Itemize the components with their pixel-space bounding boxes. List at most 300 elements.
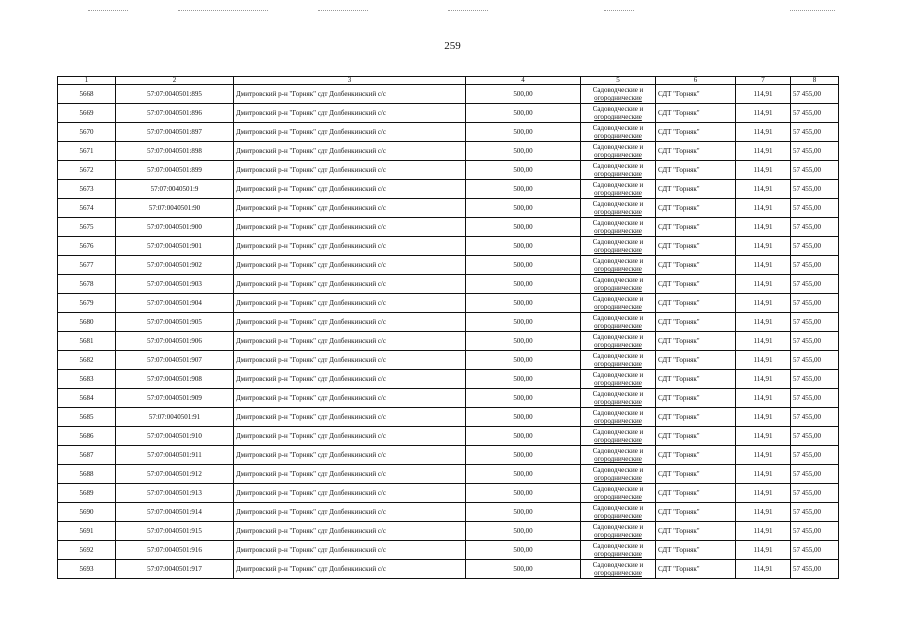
column-header-4: 4 [466, 77, 581, 85]
table-row [58, 199, 839, 218]
table-row [58, 351, 839, 370]
cadastral-value-cell: 57 455,00 [791, 332, 839, 351]
land-use-line-1: Садоводческие и [592, 200, 644, 208]
row-number-cell: 5693 [58, 560, 116, 579]
land-use-line-2: огороднические [594, 151, 642, 159]
land-use-line-2: огороднические [594, 227, 642, 235]
cadastral-value-cell: 57 455,00 [791, 180, 839, 199]
row-number-cell: 5691 [58, 522, 116, 541]
table-row [58, 85, 839, 104]
rate-cell: 114,91 [736, 351, 791, 370]
rate-cell: 114,91 [736, 256, 791, 275]
row-number-cell: 5676 [58, 237, 116, 256]
organization-cell: СДТ "Горняк" [656, 484, 736, 503]
cadastral-number-cell: 57:07:0040501:906 [116, 332, 234, 351]
organization-cell: СДТ "Горняк" [656, 161, 736, 180]
row-number-cell: 5671 [58, 142, 116, 161]
cadastral-value-cell: 57 455,00 [791, 142, 839, 161]
land-use-line-1: Садоводческие и [592, 295, 644, 303]
land-use-cell [581, 541, 656, 560]
organization-cell: СДТ "Горняк" [656, 351, 736, 370]
cadastral-value-cell: 57 455,00 [791, 123, 839, 142]
rate-cell: 114,91 [736, 85, 791, 104]
table-row [58, 218, 839, 237]
rate-cell: 114,91 [736, 161, 791, 180]
land-use-cell [581, 161, 656, 180]
cadastral-value-cell: 57 455,00 [791, 484, 839, 503]
land-use-line-1: Садоводческие и [592, 409, 644, 417]
column-header-2: 2 [116, 77, 234, 85]
land-use-line-2: огороднические [594, 208, 642, 216]
area-cell: 500,00 [466, 484, 581, 503]
cadastral-number-cell: 57:07:0040501:909 [116, 389, 234, 408]
row-number-cell: 5684 [58, 389, 116, 408]
column-header-7: 7 [736, 77, 791, 85]
land-use-line-2: огороднические [594, 189, 642, 197]
land-use-cell [581, 85, 656, 104]
organization-cell: СДТ "Горняк" [656, 180, 736, 199]
land-use-line-2: огороднические [594, 341, 642, 349]
land-use-cell [581, 294, 656, 313]
table-row [58, 503, 839, 522]
land-use-line-1: Садоводческие и [592, 162, 644, 170]
address-cell: Дмитровский р-н "Горняк" сдт Долбенкинский с/с [234, 294, 466, 313]
rate-cell: 114,91 [736, 522, 791, 541]
table-row [58, 142, 839, 161]
area-cell: 500,00 [466, 104, 581, 123]
rate-cell: 114,91 [736, 332, 791, 351]
land-use-line-1: Садоводческие и [592, 219, 644, 227]
cadastral-value-cell: 57 455,00 [791, 541, 839, 560]
cadastral-value-cell: 57 455,00 [791, 465, 839, 484]
land-use-line-2: огороднические [594, 132, 642, 140]
land-use-line-1: Садоводческие и [592, 371, 644, 379]
cadastral-value-cell: 57 455,00 [791, 85, 839, 104]
area-cell: 500,00 [466, 313, 581, 332]
cadastral-value-cell: 57 455,00 [791, 161, 839, 180]
land-use-line-1: Садоводческие и [592, 181, 644, 189]
land-use-line-1: Садоводческие и [592, 333, 644, 341]
land-plot-table [57, 76, 839, 579]
organization-cell: СДТ "Горняк" [656, 142, 736, 161]
land-use-line-1: Садоводческие и [592, 447, 644, 455]
land-use-line-2: огороднические [594, 455, 642, 463]
land-use-cell [581, 560, 656, 579]
area-cell: 500,00 [466, 541, 581, 560]
cadastral-value-cell: 57 455,00 [791, 389, 839, 408]
land-use-cell [581, 408, 656, 427]
table-body [58, 85, 839, 579]
cadastral-number-cell: 57:07:0040501:896 [116, 104, 234, 123]
cadastral-value-cell: 57 455,00 [791, 237, 839, 256]
row-number-cell: 5673 [58, 180, 116, 199]
address-cell: Дмитровский р-н "Горняк" сдт Долбенкинский с/с [234, 313, 466, 332]
land-use-line-2: огороднические [594, 436, 642, 444]
cadastral-number-cell: 57:07:0040501:908 [116, 370, 234, 389]
area-cell: 500,00 [466, 218, 581, 237]
area-cell: 500,00 [466, 85, 581, 104]
table-row [58, 275, 839, 294]
rate-cell: 114,91 [736, 446, 791, 465]
land-use-line-1: Садоводческие и [592, 504, 644, 512]
cadastral-number-cell: 57:07:0040501:913 [116, 484, 234, 503]
land-use-cell [581, 237, 656, 256]
land-use-line-2: огороднические [594, 170, 642, 178]
row-number-cell: 5687 [58, 446, 116, 465]
row-number-cell: 5690 [58, 503, 116, 522]
land-use-line-1: Садоводческие и [592, 485, 644, 493]
address-cell: Дмитровский р-н "Горняк" сдт Долбенкинский с/с [234, 351, 466, 370]
rate-cell: 114,91 [736, 237, 791, 256]
cadastral-value-cell: 57 455,00 [791, 446, 839, 465]
area-cell: 500,00 [466, 275, 581, 294]
land-use-line-2: огороднические [594, 265, 642, 273]
land-use-line-2: огороднические [594, 94, 642, 102]
cadastral-value-cell: 57 455,00 [791, 351, 839, 370]
land-use-line-2: огороднические [594, 113, 642, 121]
rate-cell: 114,91 [736, 275, 791, 294]
land-use-line-2: огороднические [594, 512, 642, 520]
area-cell: 500,00 [466, 332, 581, 351]
column-header-8: 8 [791, 77, 839, 85]
land-use-cell [581, 370, 656, 389]
address-cell: Дмитровский р-н "Горняк" сдт Долбенкинский с/с [234, 104, 466, 123]
address-cell: Дмитровский р-н "Горняк" сдт Долбенкинский с/с [234, 237, 466, 256]
address-cell: Дмитровский р-н "Горняк" сдт Долбенкинский с/с [234, 85, 466, 104]
address-cell: Дмитровский р-н "Горняк" сдт Долбенкинский с/с [234, 541, 466, 560]
organization-cell: СДТ "Горняк" [656, 123, 736, 142]
land-use-line-1: Садоводческие и [592, 238, 644, 246]
cadastral-number-cell: 57:07:0040501:916 [116, 541, 234, 560]
table-row [58, 294, 839, 313]
area-cell: 500,00 [466, 389, 581, 408]
address-cell: Дмитровский р-н "Горняк" сдт Долбенкинский с/с [234, 161, 466, 180]
land-use-cell [581, 142, 656, 161]
cadastral-value-cell: 57 455,00 [791, 522, 839, 541]
address-cell: Дмитровский р-н "Горняк" сдт Долбенкинский с/с [234, 123, 466, 142]
land-use-line-1: Садоводческие и [592, 143, 644, 151]
land-use-line-2: огороднические [594, 322, 642, 330]
address-cell: Дмитровский р-н "Горняк" сдт Долбенкинский с/с [234, 427, 466, 446]
table-row [58, 332, 839, 351]
land-use-line-2: огороднические [594, 284, 642, 292]
land-use-cell [581, 275, 656, 294]
land-use-line-1: Садоводческие и [592, 352, 644, 360]
column-header-5: 5 [581, 77, 656, 85]
table-row [58, 408, 839, 427]
land-use-cell [581, 313, 656, 332]
address-cell: Дмитровский р-н "Горняк" сдт Долбенкинский с/с [234, 503, 466, 522]
land-use-cell [581, 256, 656, 275]
address-cell: Дмитровский р-н "Горняк" сдт Долбенкинский с/с [234, 275, 466, 294]
organization-cell: СДТ "Горняк" [656, 294, 736, 313]
row-number-cell: 5669 [58, 104, 116, 123]
land-use-cell [581, 104, 656, 123]
cadastral-value-cell: 57 455,00 [791, 427, 839, 446]
cadastral-number-cell: 57:07:0040501:898 [116, 142, 234, 161]
address-cell: Дмитровский р-н "Горняк" сдт Долбенкинский с/с [234, 256, 466, 275]
table-row [58, 560, 839, 579]
address-cell: Дмитровский р-н "Горняк" сдт Долбенкинский с/с [234, 180, 466, 199]
land-plot-table-container [57, 76, 838, 579]
rate-cell: 114,91 [736, 104, 791, 123]
land-use-line-2: огороднические [594, 531, 642, 539]
land-use-line-2: огороднические [594, 493, 642, 501]
table-row [58, 161, 839, 180]
rate-cell: 114,91 [736, 465, 791, 484]
cadastral-value-cell: 57 455,00 [791, 199, 839, 218]
rate-cell: 114,91 [736, 560, 791, 579]
land-use-line-2: огороднические [594, 417, 642, 425]
area-cell: 500,00 [466, 199, 581, 218]
rate-cell: 114,91 [736, 408, 791, 427]
land-use-cell [581, 427, 656, 446]
rate-cell: 114,91 [736, 180, 791, 199]
row-number-cell: 5692 [58, 541, 116, 560]
table-row [58, 484, 839, 503]
row-number-cell: 5677 [58, 256, 116, 275]
column-number-header-row [58, 77, 839, 85]
organization-cell: СДТ "Горняк" [656, 256, 736, 275]
row-number-cell: 5672 [58, 161, 116, 180]
row-number-cell: 5682 [58, 351, 116, 370]
cadastral-number-cell: 57:07:0040501:900 [116, 218, 234, 237]
address-cell: Дмитровский р-н "Горняк" сдт Долбенкинский с/с [234, 408, 466, 427]
cadastral-value-cell: 57 455,00 [791, 275, 839, 294]
table-row [58, 123, 839, 142]
cadastral-number-cell: 57:07:0040501:912 [116, 465, 234, 484]
row-number-cell: 5670 [58, 123, 116, 142]
organization-cell: СДТ "Горняк" [656, 389, 736, 408]
organization-cell: СДТ "Горняк" [656, 237, 736, 256]
organization-cell: СДТ "Горняк" [656, 275, 736, 294]
cadastral-value-cell: 57 455,00 [791, 218, 839, 237]
address-cell: Дмитровский р-н "Горняк" сдт Долбенкинский с/с [234, 370, 466, 389]
address-cell: Дмитровский р-н "Горняк" сдт Долбенкинский с/с [234, 332, 466, 351]
organization-cell: СДТ "Горняк" [656, 560, 736, 579]
area-cell: 500,00 [466, 256, 581, 275]
column-header-3: 3 [234, 77, 466, 85]
area-cell: 500,00 [466, 180, 581, 199]
organization-cell: СДТ "Горняк" [656, 370, 736, 389]
table-row [58, 256, 839, 275]
area-cell: 500,00 [466, 465, 581, 484]
area-cell: 500,00 [466, 237, 581, 256]
cadastral-number-cell: 57:07:0040501:9 [116, 180, 234, 199]
rate-cell: 114,91 [736, 199, 791, 218]
row-number-cell: 5675 [58, 218, 116, 237]
cadastral-number-cell: 57:07:0040501:914 [116, 503, 234, 522]
land-use-line-1: Садоводческие и [592, 561, 644, 569]
land-use-line-2: огороднические [594, 360, 642, 368]
area-cell: 500,00 [466, 446, 581, 465]
cadastral-value-cell: 57 455,00 [791, 370, 839, 389]
table-row [58, 427, 839, 446]
row-number-cell: 5683 [58, 370, 116, 389]
table-row [58, 104, 839, 123]
land-use-line-2: огороднические [594, 303, 642, 311]
table-row [58, 446, 839, 465]
cadastral-number-cell: 57:07:0040501:897 [116, 123, 234, 142]
land-use-cell [581, 218, 656, 237]
area-cell: 500,00 [466, 161, 581, 180]
cadastral-value-cell: 57 455,00 [791, 560, 839, 579]
land-use-line-2: огороднические [594, 246, 642, 254]
organization-cell: СДТ "Горняк" [656, 218, 736, 237]
organization-cell: СДТ "Горняк" [656, 408, 736, 427]
land-use-line-2: огороднические [594, 398, 642, 406]
land-use-line-2: огороднические [594, 379, 642, 387]
address-cell: Дмитровский р-н "Горняк" сдт Долбенкинский с/с [234, 142, 466, 161]
land-use-line-2: огороднические [594, 474, 642, 482]
cadastral-number-cell: 57:07:0040501:895 [116, 85, 234, 104]
organization-cell: СДТ "Горняк" [656, 332, 736, 351]
row-number-cell: 5678 [58, 275, 116, 294]
organization-cell: СДТ "Горняк" [656, 465, 736, 484]
cadastral-value-cell: 57 455,00 [791, 408, 839, 427]
cadastral-value-cell: 57 455,00 [791, 313, 839, 332]
row-number-cell: 5681 [58, 332, 116, 351]
land-use-cell [581, 123, 656, 142]
organization-cell: СДТ "Горняк" [656, 503, 736, 522]
table-row [58, 522, 839, 541]
row-number-cell: 5674 [58, 199, 116, 218]
organization-cell: СДТ "Горняк" [656, 541, 736, 560]
row-number-cell: 5679 [58, 294, 116, 313]
organization-cell: СДТ "Горняк" [656, 446, 736, 465]
rate-cell: 114,91 [736, 389, 791, 408]
address-cell: Дмитровский р-н "Горняк" сдт Долбенкинский с/с [234, 199, 466, 218]
rate-cell: 114,91 [736, 123, 791, 142]
land-use-line-1: Садоводческие и [592, 276, 644, 284]
cadastral-number-cell: 57:07:0040501:917 [116, 560, 234, 579]
organization-cell: СДТ "Горняк" [656, 85, 736, 104]
area-cell: 500,00 [466, 522, 581, 541]
column-header-6: 6 [656, 77, 736, 85]
cadastral-value-cell: 57 455,00 [791, 294, 839, 313]
land-use-line-1: Садоводческие и [592, 124, 644, 132]
table-row [58, 389, 839, 408]
land-use-cell [581, 522, 656, 541]
cadastral-number-cell: 57:07:0040501:907 [116, 351, 234, 370]
area-cell: 500,00 [466, 294, 581, 313]
table-row [58, 541, 839, 560]
rate-cell: 114,91 [736, 218, 791, 237]
cadastral-number-cell: 57:07:0040501:902 [116, 256, 234, 275]
cadastral-number-cell: 57:07:0040501:91 [116, 408, 234, 427]
land-use-line-1: Садоводческие и [592, 105, 644, 113]
cadastral-number-cell: 57:07:0040501:905 [116, 313, 234, 332]
cadastral-number-cell: 57:07:0040501:899 [116, 161, 234, 180]
land-use-cell [581, 389, 656, 408]
cadastral-number-cell: 57:07:0040501:90 [116, 199, 234, 218]
land-use-line-2: огороднические [594, 569, 642, 577]
rate-cell: 114,91 [736, 484, 791, 503]
cadastral-number-cell: 57:07:0040501:911 [116, 446, 234, 465]
cadastral-number-cell: 57:07:0040501:910 [116, 427, 234, 446]
cadastral-number-cell: 57:07:0040501:904 [116, 294, 234, 313]
table-row [58, 370, 839, 389]
area-cell: 500,00 [466, 123, 581, 142]
row-number-cell: 5689 [58, 484, 116, 503]
row-number-cell: 5680 [58, 313, 116, 332]
area-cell: 500,00 [466, 503, 581, 522]
rate-cell: 114,91 [736, 294, 791, 313]
address-cell: Дмитровский р-н "Горняк" сдт Долбенкинский с/с [234, 560, 466, 579]
cadastral-number-cell: 57:07:0040501:915 [116, 522, 234, 541]
table-row [58, 465, 839, 484]
rate-cell: 114,91 [736, 142, 791, 161]
row-number-cell: 5686 [58, 427, 116, 446]
land-use-cell [581, 503, 656, 522]
area-cell: 500,00 [466, 142, 581, 161]
organization-cell: СДТ "Горняк" [656, 522, 736, 541]
rate-cell: 114,91 [736, 541, 791, 560]
row-number-cell: 5688 [58, 465, 116, 484]
land-use-cell [581, 332, 656, 351]
rate-cell: 114,91 [736, 503, 791, 522]
row-number-cell: 5685 [58, 408, 116, 427]
table-row [58, 313, 839, 332]
land-use-cell [581, 351, 656, 370]
address-cell: Дмитровский р-н "Горняк" сдт Долбенкинский с/с [234, 484, 466, 503]
organization-cell: СДТ "Горняк" [656, 199, 736, 218]
land-use-cell [581, 446, 656, 465]
land-use-cell [581, 180, 656, 199]
address-cell: Дмитровский р-н "Горняк" сдт Долбенкинский с/с [234, 389, 466, 408]
area-cell: 500,00 [466, 408, 581, 427]
rate-cell: 114,91 [736, 427, 791, 446]
table-row [58, 237, 839, 256]
land-use-line-1: Садоводческие и [592, 523, 644, 531]
cadastral-value-cell: 57 455,00 [791, 104, 839, 123]
organization-cell: СДТ "Горняк" [656, 427, 736, 446]
address-cell: Дмитровский р-н "Горняк" сдт Долбенкинский с/с [234, 218, 466, 237]
land-use-cell [581, 484, 656, 503]
rate-cell: 114,91 [736, 313, 791, 332]
land-use-line-1: Садоводческие и [592, 466, 644, 474]
area-cell: 500,00 [466, 370, 581, 389]
cadastral-value-cell: 57 455,00 [791, 503, 839, 522]
table-row [58, 180, 839, 199]
rate-cell: 114,91 [736, 370, 791, 389]
address-cell: Дмитровский р-н "Горняк" сдт Долбенкинский с/с [234, 522, 466, 541]
cadastral-number-cell: 57:07:0040501:903 [116, 275, 234, 294]
address-cell: Дмитровский р-н "Горняк" сдт Долбенкинский с/с [234, 465, 466, 484]
address-cell: Дмитровский р-н "Горняк" сдт Долбенкинский с/с [234, 446, 466, 465]
land-use-line-1: Садоводческие и [592, 257, 644, 265]
organization-cell: СДТ "Горняк" [656, 104, 736, 123]
cadastral-value-cell: 57 455,00 [791, 256, 839, 275]
area-cell: 500,00 [466, 427, 581, 446]
organization-cell: СДТ "Горняк" [656, 313, 736, 332]
land-use-cell [581, 199, 656, 218]
land-use-cell [581, 465, 656, 484]
scan-artifacts [0, 10, 905, 16]
land-use-line-1: Садоводческие и [592, 542, 644, 550]
land-use-line-1: Садоводческие и [592, 86, 644, 94]
area-cell: 500,00 [466, 560, 581, 579]
row-number-cell: 5668 [58, 85, 116, 104]
cadastral-number-cell: 57:07:0040501:901 [116, 237, 234, 256]
page-number: 259 [444, 40, 461, 52]
land-use-line-1: Садоводческие и [592, 390, 644, 398]
column-header-1: 1 [58, 77, 116, 85]
land-use-line-1: Садоводческие и [592, 428, 644, 436]
area-cell: 500,00 [466, 351, 581, 370]
land-use-line-1: Садоводческие и [592, 314, 644, 322]
land-use-line-2: огороднические [594, 550, 642, 558]
